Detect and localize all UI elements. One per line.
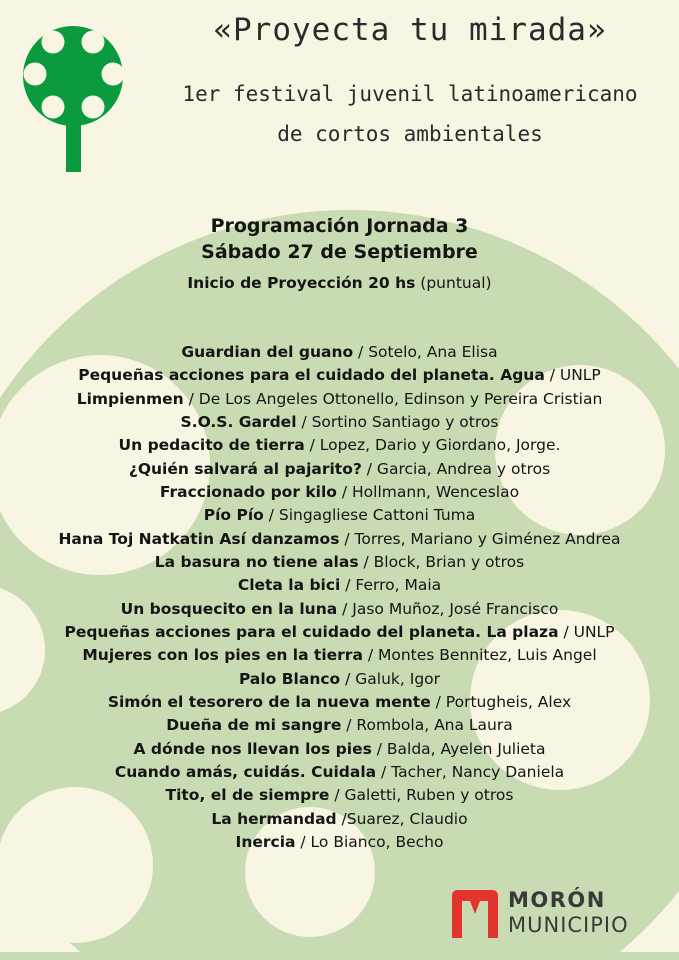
film-authors: / Block, Brian y otros — [358, 552, 525, 571]
list-item — [0, 831, 679, 854]
film-title: Pequeñas acciones para el cuidado del planeta. La plaza — [64, 622, 559, 641]
start-time — [0, 274, 679, 292]
film-reel-tree-icon — [11, 14, 131, 174]
list-item — [0, 574, 679, 597]
film-title: Dueña de mi sangre — [166, 716, 342, 735]
list-item — [0, 504, 679, 527]
film-title: Un bosquecito en la luna — [120, 599, 338, 618]
film-title: Guardian del guano — [181, 343, 354, 361]
festival-title: «Proyecta tu mirada» — [213, 12, 607, 48]
film-authors: / Jaso Muñoz, José Francisco — [337, 599, 559, 618]
moron-m-logo-icon — [452, 890, 498, 938]
list-item — [0, 458, 679, 481]
list-item — [0, 808, 679, 831]
film-authors: / Singagliese Cattoni Tuma — [263, 506, 476, 525]
film-authors: / Torres, Mariano y Giménez Andrea — [339, 529, 621, 548]
film-authors: / Ferro, Maia — [340, 576, 442, 595]
list-item — [0, 714, 679, 737]
film-authors: / Galuk, Igor — [340, 669, 441, 688]
film-authors: / Rombola, Ana Laura — [341, 716, 513, 735]
list-item — [0, 388, 679, 411]
festival-subtitle-line2: de cortos ambientales — [277, 122, 543, 146]
list-item — [0, 598, 679, 621]
film-authors: / Galetti, Ruben y otros — [329, 786, 514, 805]
film-title: Un pedacito de tierra — [118, 436, 305, 455]
list-item — [0, 738, 679, 761]
film-title: Pío Pío — [203, 506, 264, 525]
film-authors: / Garcia, Andrea y otros — [361, 459, 551, 478]
film-title: A dónde nos llevan los pies — [133, 739, 372, 758]
film-title: Pequeñas acciones para el cuidado del planeta. Agua — [78, 366, 545, 385]
program-heading — [0, 213, 679, 265]
festival-subtitle-line1: 1er festival juvenil latinoamericano — [182, 82, 638, 106]
list-item — [0, 784, 679, 807]
film-title: Palo Blanco — [238, 669, 341, 688]
film-authors: / UNLP — [558, 622, 615, 641]
film-title: La basura no tiene alas — [154, 552, 359, 571]
film-title: Simón el tesorero de la nueva mente — [107, 692, 431, 711]
film-title: Cuando amás, cuidás. Cuidala — [114, 762, 377, 781]
festival-subtitle — [150, 74, 670, 154]
film-title: Hana Toj Natkatin Así danzamos — [58, 529, 340, 548]
film-title: Tito, el de siempre — [165, 786, 330, 805]
film-authors: /Suarez, Claudio — [336, 809, 468, 828]
film-title: ¿Quién salvará al pajarito? — [128, 459, 362, 478]
film-authors: / Sotelo, Ana Elisa — [353, 343, 498, 361]
list-item — [0, 528, 679, 551]
program-date: Sábado 27 de Septiembre — [201, 241, 478, 263]
program-day: Programación Jornada 3 — [210, 215, 469, 237]
film-authors: / Hollmann, Wenceslao — [336, 482, 520, 501]
film-title: La hermandad — [211, 809, 337, 828]
start-time-note: (puntual) — [420, 274, 492, 292]
film-authors: / Montes Bennitez, Luis Angel — [362, 646, 597, 665]
list-item — [0, 481, 679, 504]
film-authors: / Tacher, Nancy Daniela — [376, 762, 565, 781]
film-title: Cleta la bici — [237, 576, 341, 595]
list-item — [0, 644, 679, 667]
film-authors: / Lo Bianco, Becho — [295, 832, 444, 851]
film-title: S.O.S. Gardel — [180, 412, 297, 431]
list-item — [0, 551, 679, 574]
film-title: Inercia — [235, 832, 296, 851]
list-item — [0, 364, 679, 387]
start-time-label: Inicio de Proyección 20 hs — [187, 274, 416, 292]
film-list — [0, 341, 679, 854]
list-item — [0, 761, 679, 784]
film-title: Limpienmen — [76, 389, 184, 408]
film-title: Mujeres con los pies en la tierra — [82, 646, 363, 665]
municipio-name: MORÓN — [508, 888, 606, 912]
film-title: Fraccionado por kilo — [159, 482, 337, 501]
film-authors: / Portugheis, Alex — [430, 692, 572, 711]
municipio-label: MUNICIPIO — [508, 913, 629, 937]
list-item — [0, 668, 679, 691]
list-item — [0, 411, 679, 434]
film-authors: / Balda, Ayelen Julieta — [371, 739, 546, 758]
film-authors: / Lopez, Dario y Giordano, Jorge. — [304, 436, 561, 455]
list-item — [0, 341, 679, 364]
list-item — [0, 434, 679, 457]
film-authors: / Sortino Santiago y otros — [296, 412, 499, 431]
municipio-logo — [452, 888, 662, 944]
film-authors: / UNLP — [544, 366, 601, 385]
film-authors: / De Los Angeles Ottonello, Edinson y Pereira Cristian — [183, 389, 603, 408]
list-item — [0, 621, 679, 644]
list-item — [0, 691, 679, 714]
